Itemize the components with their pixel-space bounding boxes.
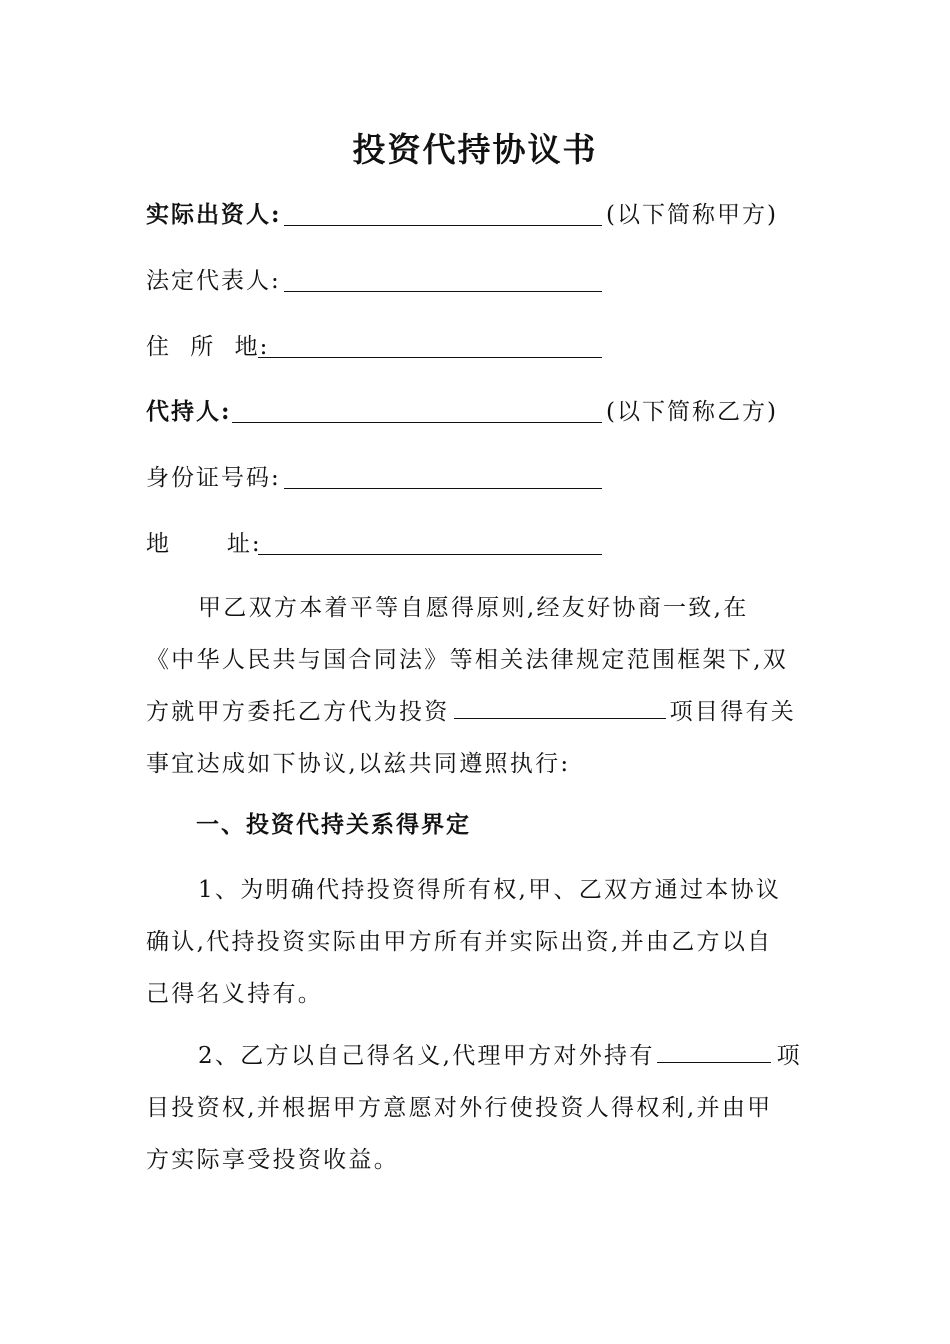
clause-2	[146, 1030, 811, 1186]
id-number-label: 身份证号码:	[146, 465, 281, 491]
clause-line: 1、为明确代持投资得所有权,甲、乙双方通过本协议	[198, 877, 782, 903]
party-a-blank	[284, 198, 602, 226]
address-label: 地 址:	[146, 531, 262, 557]
residence-label: 住 所 地:	[146, 334, 270, 360]
party-b-suffix: (以下简称乙方)	[606, 399, 778, 425]
intro-line: 《中华人民共与国合同法》等相关法律规定范围框架下,双	[146, 647, 789, 673]
address-field	[146, 527, 606, 561]
intro-line-start: 方就甲方委托乙方代为投资	[146, 699, 450, 725]
party-b-blank	[232, 395, 602, 423]
legal-rep-blank	[284, 264, 602, 292]
clause-line: 己得名义持有。	[146, 981, 324, 1007]
party-a-suffix: (以下简称甲方)	[606, 202, 778, 228]
section-heading: 一、投资代持关系得界定	[196, 811, 471, 838]
holding-project-blank	[657, 1036, 771, 1063]
legal-rep-label: 法定代表人:	[146, 268, 281, 294]
clause-line-start: 2、乙方以自己得名义,代理甲方对外持有	[198, 1043, 655, 1069]
project-blank	[454, 692, 666, 719]
party-b-field	[146, 395, 786, 429]
address-blank	[258, 527, 602, 555]
residence-blank	[258, 330, 602, 358]
party-a-label: 实际出资人:	[146, 201, 282, 228]
clause-line	[146, 1030, 811, 1082]
id-number-blank	[284, 461, 602, 489]
intro-paragraph	[146, 582, 811, 790]
legal-rep-field	[146, 264, 606, 298]
document-title: 投资代持协议书	[352, 130, 598, 169]
party-a-field	[146, 198, 786, 232]
intro-line: 甲乙双方本着平等自愿得原则,经友好协商一致,在	[198, 595, 749, 621]
intro-line: 事宜达成如下协议,以兹共同遵照执行:	[146, 751, 571, 777]
clause-1	[146, 864, 811, 1020]
clause-line: 目投资权,并根据甲方意愿对外行使投资人得权利,并由甲	[146, 1095, 773, 1121]
party-b-label: 代持人:	[146, 398, 232, 425]
residence-field	[146, 330, 606, 364]
intro-line-end: 项目得有关	[669, 699, 797, 725]
clause-line: 确认,代持投资实际由甲方所有并实际出资,并由乙方以自	[146, 929, 773, 955]
id-number-field	[146, 461, 606, 495]
intro-line	[146, 686, 811, 738]
clause-line-end: 项	[776, 1043, 802, 1069]
clause-line: 方实际享受投资收益。	[146, 1147, 399, 1173]
